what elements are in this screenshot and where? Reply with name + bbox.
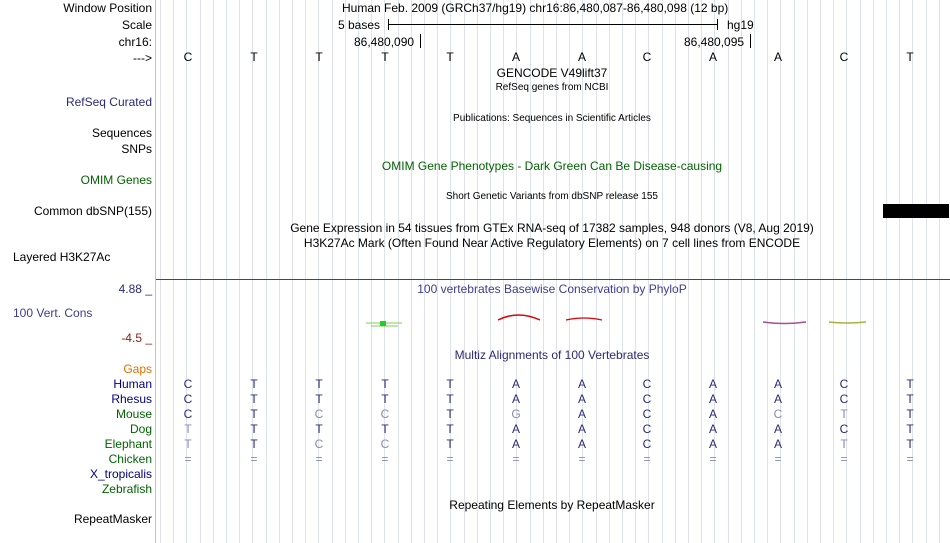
alignment-base: A: [708, 377, 717, 391]
alignment-base: A: [511, 392, 520, 406]
phylop-mark-pos11: [829, 322, 866, 323]
grid-line: [305, 0, 306, 543]
grid-line: [200, 0, 201, 543]
alignment-base: C: [380, 407, 390, 421]
alignment-base: T: [250, 392, 258, 406]
phylop-mark-pos4: [366, 321, 402, 326]
grid-line: [635, 0, 636, 543]
alignment-base: T: [184, 422, 192, 436]
alignment-base: C: [642, 437, 652, 451]
reference-base: A: [773, 50, 782, 64]
repeatmasker-track-title[interactable]: Repeating Elements by RepeatMasker: [449, 498, 655, 512]
alignment-base: T: [315, 377, 323, 391]
refseq-track-title[interactable]: RefSeq genes from NCBI: [495, 82, 609, 93]
alignment-base: T: [446, 407, 454, 421]
alignment-base: C: [314, 407, 324, 421]
grid-line: [398, 0, 399, 543]
reference-base: T: [906, 50, 914, 64]
grid-line: [160, 0, 161, 543]
grid-line: [662, 0, 663, 543]
species-label[interactable]: Human: [113, 377, 152, 391]
alignment-base: T: [381, 422, 389, 436]
alignment-base: T: [906, 422, 914, 436]
omim-track-title[interactable]: OMIM Gene Phenotypes - Dark Green Can Be Disease-causing: [381, 159, 723, 173]
alignment-base: A: [577, 392, 586, 406]
alignment-base: T: [315, 422, 323, 436]
alignment-base: A: [773, 422, 782, 436]
grid-line: [807, 0, 808, 543]
alignment-base: =: [184, 452, 192, 466]
alignment-base: =: [774, 452, 782, 466]
multiz-track-title[interactable]: Multiz Alignments of 100 Vertebrates: [454, 348, 650, 362]
reference-base: T: [381, 50, 389, 64]
grid-line: [820, 0, 821, 543]
alignment-base: A: [773, 437, 782, 451]
alignment-base: C: [839, 392, 849, 406]
grid-line: [332, 0, 333, 543]
alignment-base: A: [708, 407, 717, 421]
alignment-base: A: [511, 437, 520, 451]
window-position-label: Window Position: [63, 1, 152, 15]
track-label-sequences[interactable]: Sequences: [91, 126, 152, 140]
position-label-1: 86,480,090: [354, 35, 415, 49]
grid-line: [675, 0, 676, 543]
alignment-base: T: [906, 407, 914, 421]
conservation-ymin-label: -4.5 _: [121, 331, 152, 345]
grid-line: [754, 0, 755, 543]
alignment-base: T: [906, 377, 914, 391]
reference-base: A: [511, 50, 520, 64]
alignment-base: A: [708, 392, 717, 406]
reference-base: T: [315, 50, 323, 64]
alignment-base: A: [773, 392, 782, 406]
grid-line: [239, 0, 240, 543]
h3k27ac-track-separator: [156, 279, 950, 280]
track-label-omim[interactable]: OMIM Genes: [80, 173, 152, 187]
track-label-refseq[interactable]: RefSeq Curated: [65, 95, 152, 109]
grid-line: [939, 0, 940, 543]
grid-line: [213, 0, 214, 543]
phylop-track-title[interactable]: 100 vertebrates Basewise Conservation by PhyloP: [417, 282, 687, 296]
alignment-base: =: [643, 452, 651, 466]
species-label[interactable]: X_tropicalis: [89, 467, 152, 481]
alignment-base: =: [906, 452, 914, 466]
species-label[interactable]: Dog: [129, 422, 152, 436]
label-column-divider: [155, 0, 156, 543]
grid-line: [266, 0, 267, 543]
alignment-base: C: [642, 377, 652, 391]
alignment-base: A: [708, 437, 717, 451]
alignment-base: T: [250, 437, 258, 451]
alignment-base: C: [183, 392, 193, 406]
alignment-base: A: [773, 377, 782, 391]
track-label-snps[interactable]: SNPs: [121, 142, 152, 156]
scale-left-text: 5 bases: [338, 18, 381, 32]
track-label-layered-h3k27ac[interactable]: Layered H3K27Ac: [13, 250, 111, 264]
alignment-base: T: [315, 392, 323, 406]
grid-line: [688, 0, 689, 543]
grid-line: [741, 0, 742, 543]
grid-line: [358, 0, 359, 543]
alignment-base: C: [839, 422, 849, 436]
grid-line: [622, 0, 623, 543]
h3k27ac-track-title[interactable]: H3K27Ac Mark (Often Found Near Active Regulatory Elements) on 7 cell lines from ENCODE: [303, 236, 801, 250]
alignment-base: =: [578, 452, 586, 466]
alignment-base: =: [512, 452, 520, 466]
track-label-gaps[interactable]: Gaps: [123, 362, 152, 376]
alignment-base: T: [184, 437, 192, 451]
scale-right-text: hg19: [727, 18, 754, 32]
alignment-base: A: [577, 422, 586, 436]
grid-line: [424, 0, 425, 543]
alignment-base: =: [315, 452, 323, 466]
alignment-base: T: [906, 392, 914, 406]
grid-line: [794, 0, 795, 543]
phylop-mark-pos10: [763, 322, 806, 324]
alignment-base: C: [314, 437, 324, 451]
alignment-base: A: [577, 437, 586, 451]
alignment-base: =: [381, 452, 389, 466]
position-tick-1: [420, 34, 421, 48]
alignment-base: A: [511, 377, 520, 391]
alignment-base: T: [446, 422, 454, 436]
species-label[interactable]: Mouse: [115, 407, 152, 421]
scale-bar-right-tick: [717, 19, 718, 30]
dbsnp-track-title[interactable]: Short Genetic Variants from dbSNP release 155: [446, 191, 658, 202]
track-label-vert-cons[interactable]: 100 Vert. Cons: [13, 306, 93, 320]
track-label-common-dbsnp[interactable]: Common dbSNP(155): [33, 204, 152, 218]
grid-line: [437, 0, 438, 543]
alignment-base: =: [840, 452, 848, 466]
grid-line: [873, 0, 874, 543]
alignment-base: T: [250, 377, 258, 391]
grid-line: [371, 0, 372, 543]
alignment-base: T: [446, 437, 454, 451]
alignment-base: T: [840, 437, 848, 451]
grid-line: [345, 0, 346, 543]
phylop-graph: [156, 300, 950, 340]
alignment-base: C: [642, 407, 652, 421]
grid-line: [728, 0, 729, 543]
alignment-base: A: [708, 422, 717, 436]
dbsnp-variant-block[interactable]: [883, 204, 949, 218]
strand-label: --->: [133, 51, 152, 65]
species-label[interactable]: Elephant: [104, 437, 152, 451]
species-label[interactable]: Rhesus: [111, 392, 152, 406]
alignment-base: C: [183, 407, 193, 421]
conservation-ymax-label: 4.88 _: [118, 282, 152, 296]
alignment-base: =: [250, 452, 258, 466]
alignment-base: T: [381, 392, 389, 406]
scale-bar-left-tick: [388, 19, 389, 30]
phylop-mark-pos7: [566, 318, 602, 320]
alignment-base: T: [446, 377, 454, 391]
grid-line: [926, 0, 927, 543]
grid-line: [173, 0, 174, 543]
position-tick-2: [750, 34, 751, 48]
grid-line: [886, 0, 887, 543]
alignment-base: C: [773, 407, 783, 421]
chromosome-label: chr16:: [118, 35, 152, 49]
alignment-base: A: [511, 422, 520, 436]
alignment-base: T: [381, 377, 389, 391]
grid-line: [701, 0, 702, 543]
grid-line: [490, 0, 491, 543]
reference-base: C: [642, 50, 652, 64]
scale-label: Scale: [121, 18, 152, 32]
position-label-2: 86,480,095: [684, 35, 745, 49]
alignment-base: T: [250, 422, 258, 436]
grid-line: [609, 0, 610, 543]
alignment-base: G: [511, 407, 521, 421]
alignment-base: A: [577, 407, 586, 421]
gtex-track-title[interactable]: Gene Expression in 54 tissues from GTEx RNA-seq of 17382 samples, 948 donors (V8, Aug 2019): [290, 221, 814, 235]
grid-line: [860, 0, 861, 543]
gencode-track-title[interactable]: GENCODE V49lift37: [496, 66, 608, 80]
alignment-base: T: [906, 437, 914, 451]
publications-track-title[interactable]: Publications: Sequences in Scientific Articles: [453, 113, 651, 124]
reference-base: C: [839, 50, 849, 64]
track-label-repeatmasker[interactable]: RepeatMasker: [73, 512, 152, 526]
grid-line: [411, 0, 412, 543]
alignment-base: T: [840, 407, 848, 421]
species-label[interactable]: Zebrafish: [101, 482, 152, 496]
alignment-base: C: [839, 377, 849, 391]
alignment-base: =: [446, 452, 454, 466]
scale-bar: [388, 24, 718, 25]
alignment-base: C: [642, 422, 652, 436]
phylop-mark-pos6: [498, 315, 540, 320]
grid-line: [279, 0, 280, 543]
alignment-base: T: [250, 407, 258, 421]
grid-line: [292, 0, 293, 543]
alignment-base: A: [577, 377, 586, 391]
alignment-base: T: [446, 392, 454, 406]
grid-line: [226, 0, 227, 543]
grid-line: [477, 0, 478, 543]
alignment-base: C: [183, 377, 193, 391]
alignment-base: C: [642, 392, 652, 406]
alignment-base: =: [709, 452, 717, 466]
species-label[interactable]: Chicken: [108, 452, 152, 466]
window-position-value: Human Feb. 2009 (GRCh37/hg19) chr16:86,480,087-86,480,098 (12 bp): [342, 1, 729, 15]
reference-base: C: [183, 50, 193, 64]
reference-base: T: [446, 50, 454, 64]
alignment-base: C: [380, 437, 390, 451]
reference-base: T: [250, 50, 258, 64]
reference-base: A: [708, 50, 717, 64]
reference-base: A: [577, 50, 586, 64]
grid-line: [464, 0, 465, 543]
